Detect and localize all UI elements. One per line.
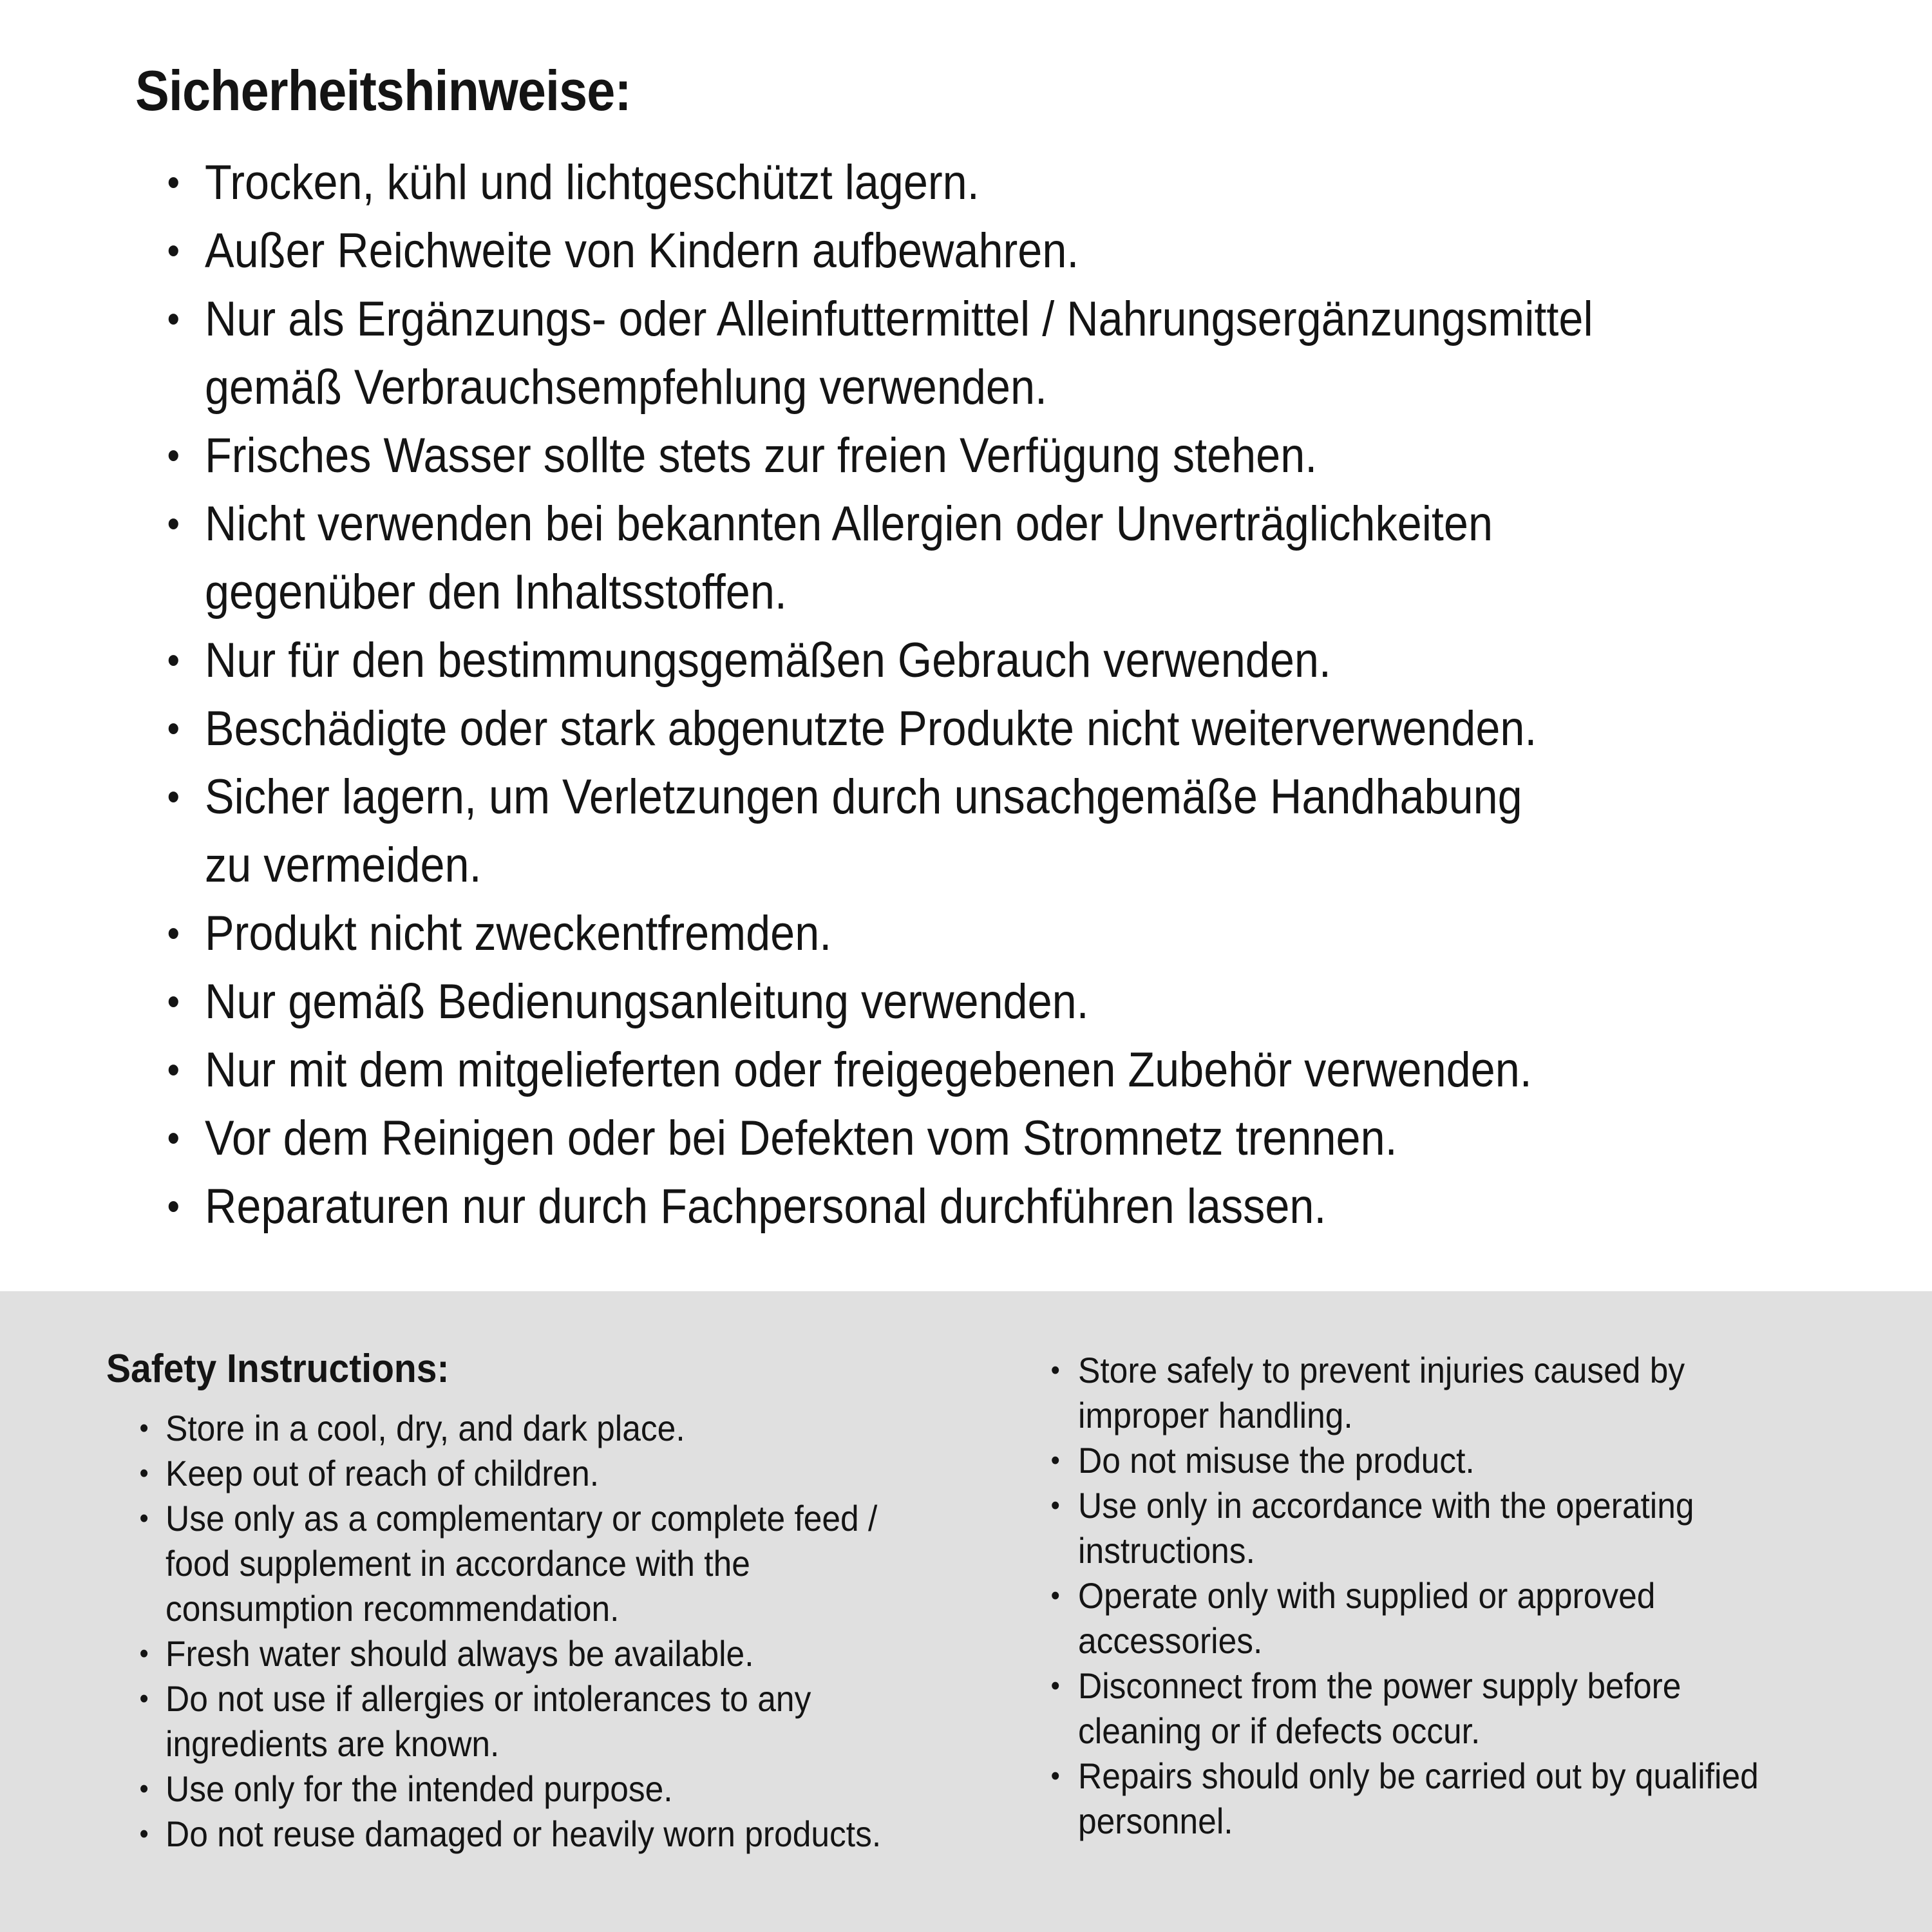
list-item: • Reparaturen nur durch Fachpersonal durchführen lassen.	[135, 1173, 1735, 1241]
list-item: • Nicht verwenden bei bekannten Allergien oder Unverträglichkeiten gegenüber den Inhaltsstoffen.	[135, 490, 1735, 627]
german-instruction-list	[135, 149, 1735, 1241]
list-item: • Produkt nicht zweckentfremden.	[135, 900, 1735, 968]
list-item: • Disconnect from the power supply before cleaning or if defects occur.	[1048, 1663, 1842, 1754]
english-right-column	[1048, 1348, 1911, 1844]
list-item: • Sicher lagern, um Verletzungen durch unsachgemäße Handhabung zu vermeiden.	[135, 763, 1735, 900]
list-item: • Nur mit dem mitgelieferten oder freigegebenen Zubehör verwenden.	[135, 1036, 1735, 1104]
german-section	[135, 61, 1913, 1241]
list-item: • Use only as a complementary or complete feed / food supplement in accordance with the consumption recommendation.	[106, 1496, 947, 1631]
list-item: • Use only for the intended purpose.	[106, 1766, 947, 1812]
list-item: • Store in a cool, dry, and dark place.	[106, 1406, 947, 1451]
list-item: • Trocken, kühl und lichtgeschützt lagern.	[135, 149, 1735, 217]
list-item: • Fresh water should always be available.	[106, 1631, 947, 1676]
english-panel	[0, 1291, 1932, 1932]
list-item: • Keep out of reach of children.	[106, 1451, 947, 1496]
list-item: • Operate only with supplied or approved accessories.	[1048, 1573, 1842, 1663]
list-item: • Außer Reichweite von Kindern aufbewahren.	[135, 217, 1735, 285]
list-item: • Do not misuse the product.	[1048, 1438, 1842, 1483]
list-item: • Do not use if allergies or intolerances to any ingredients are known.	[106, 1676, 947, 1766]
list-item: • Store safely to prevent injuries caused by improper handling.	[1048, 1348, 1842, 1438]
list-item: • Nur gemäß Bedienungsanleitung verwenden.	[135, 968, 1735, 1036]
list-item: • Frisches Wasser sollte stets zur freien Verfügung stehen.	[135, 422, 1735, 490]
list-item: • Beschädigte oder stark abgenutzte Produkte nicht weiterverwenden.	[135, 695, 1735, 763]
english-left-column	[106, 1348, 1021, 1857]
list-item: • Nur als Ergänzungs- oder Alleinfuttermittel / Nahrungsergänzungsmittel gemäß Verbrauchsempfehlung verwenden.	[135, 285, 1735, 422]
list-item: • Nur für den bestimmungsgemäßen Gebrauch verwenden.	[135, 627, 1735, 695]
english-left-list	[106, 1406, 947, 1857]
list-item: • Use only in accordance with the operating instructions.	[1048, 1483, 1842, 1573]
list-item: • Repairs should only be carried out by qualified personnel.	[1048, 1754, 1842, 1844]
german-title: Sicherheitshinweise:	[135, 59, 631, 122]
english-right-list	[1048, 1348, 1842, 1844]
list-item: • Vor dem Reinigen oder bei Defekten vom Stromnetz trennen.	[135, 1104, 1735, 1173]
list-item: • Do not reuse damaged or heavily worn products.	[106, 1812, 947, 1857]
english-title: Safety Instructions:	[106, 1347, 450, 1391]
